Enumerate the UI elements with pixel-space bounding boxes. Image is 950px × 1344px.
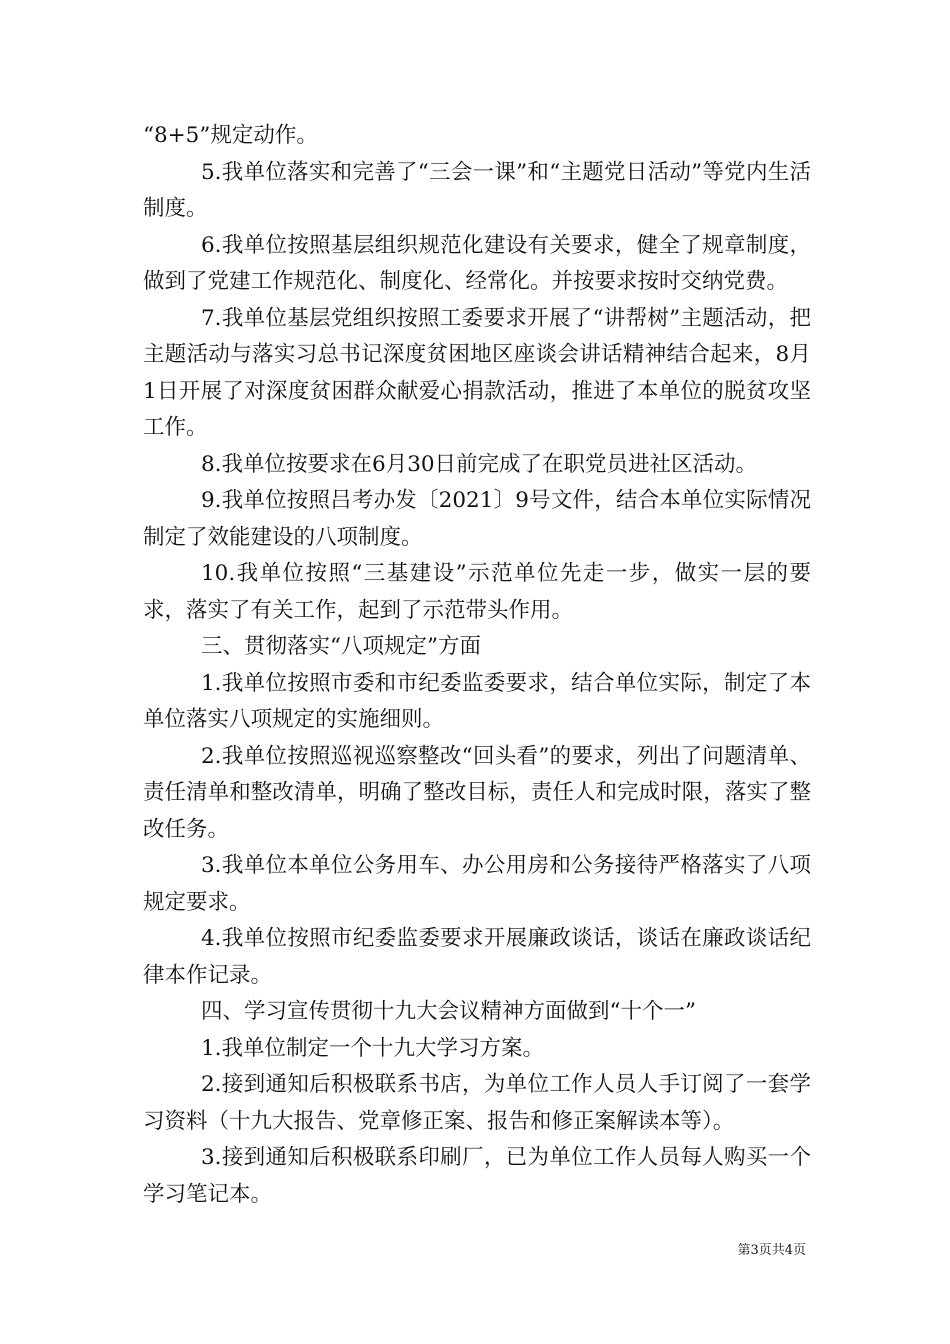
- paragraph: 2.我单位按照巡视巡察整改“回头看”的要求，列出了问题清单、责任清单和整改清单，明确了整改目标，责任人和完成时限，落实了整改任务。: [143, 743, 811, 842]
- page-number: 第3页共4页: [737, 1243, 806, 1258]
- paragraph: 7.我单位基层党组织按照工委要求开展了“讲帮树”主题活动，把主题活动与落实习总书记深度贫困地区座谈会讲话精神结合起来，8月1日开展了对深度贫困群众献爱心捐款活动，推进了本单位的脱贫攻坚工作。: [143, 305, 811, 440]
- paragraph: 4.我单位按照市纪委监委要求开展廉政谈话，谈话在廉政谈话纪律本作记录。: [143, 926, 811, 988]
- paragraph: 2.接到通知后积极联系书店，为单位工作人员人手订阅了一套学习资料（十九大报告、党章修正案、报告和修正案解读本等）。: [143, 1072, 811, 1134]
- paragraph: “8+5”规定动作。: [143, 123, 318, 148]
- document-body: [143, 118, 811, 1213]
- paragraph: 5.我单位落实和完善了“三会一课”和“主题党日活动”等党内生活制度。: [143, 159, 811, 221]
- paragraph: 1.我单位按照市委和市纪委监委要求，结合单位实际，制定了本单位落实八项规定的实施细则。: [143, 670, 811, 732]
- paragraph: 10.我单位按照“三基建设”示范单位先走一步，做实一层的要求，落实了有关工作，起到了示范带头作用。: [143, 561, 811, 623]
- paragraph: 8.我单位按要求在6月30日前完成了在职党员进社区活动。: [201, 451, 758, 477]
- paragraph: 3.接到通知后积极联系印刷厂，已为单位工作人员每人购买一个学习笔记本。: [143, 1145, 811, 1207]
- paragraph: 9.我单位按照吕考办发〔2021〕9号文件，结合本单位实际情况制定了效能建设的八项制度。: [143, 488, 811, 550]
- paragraph: 1.我单位制定一个十九大学习方案。: [201, 1035, 545, 1061]
- section-heading: 三、贯彻落实“八项规定”方面: [201, 634, 481, 659]
- paragraph: 3.我单位本单位公务用车、办公用房和公务接待严格落实了八项规定要求。: [143, 853, 811, 915]
- section-heading: 四、学习宣传贯彻十九大会议精神方面做到“十个一”: [201, 999, 696, 1024]
- paragraph: 6.我单位按照基层组织规范化建设有关要求，健全了规章制度，做到了党建工作规范化、制度化、经常化。并按要求按时交纳党费。: [143, 232, 811, 294]
